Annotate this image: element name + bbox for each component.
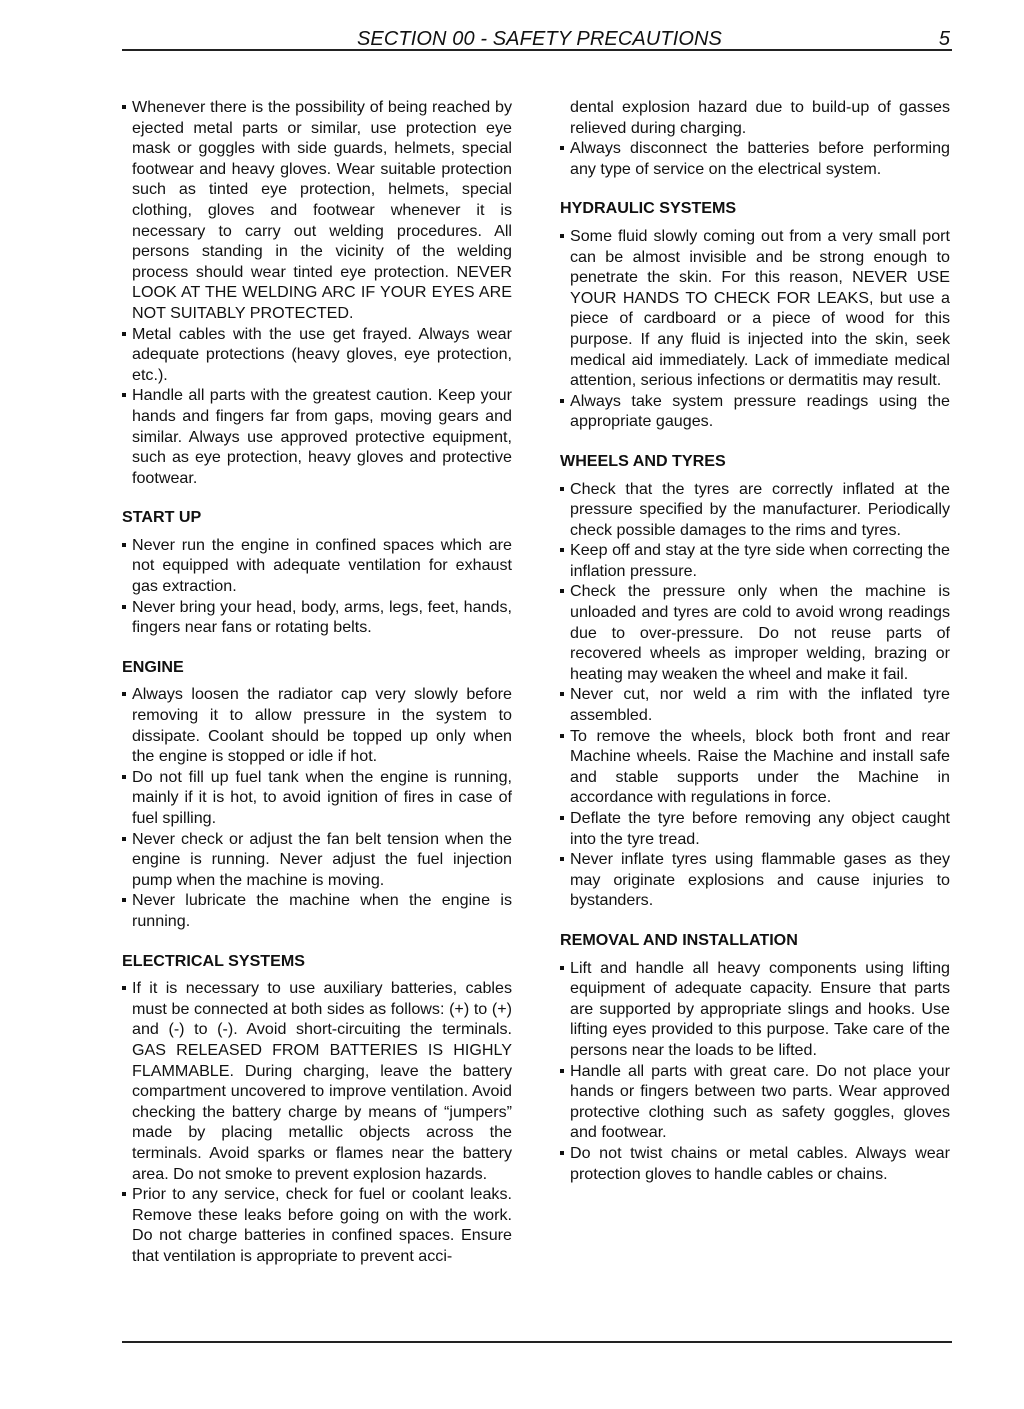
list-item: Handle all parts with the greatest caution. Keep your hands and fingers far from gaps, moving gears and similar. Always use approved protective equipment, such as eye protection, heavy gloves and protective footwear. <box>122 385 512 488</box>
header-rule <box>122 49 952 51</box>
list-item: Do not twist chains or metal cables. Always wear protection gloves to handle cables or chains. <box>560 1143 950 1184</box>
list-item: Whenever there is the possibility of being reached by ejected metal parts or similar, use protection eye mask or goggles with side guards, helmets, special footwear and heavy gloves. Wear suitable protection such as tinted eye protection, helmets, special clothing, gloves and footwear whenever it is necessary to carry out welding procedures. All persons standing in the vicinity of the welding process should wear tinted eye protection. NEVER LOOK AT THE WELDING ARC IF YOUR EYES ARE NOT SUITABLY PROTECTED. <box>122 97 512 324</box>
list-item: Do not fill up fuel tank when the engine is running, mainly if it is hot, to avoid ignition of fires in case of fuel spilling. <box>122 767 512 829</box>
list-item: Handle all parts with great care. Do not place your hands or fingers between two parts. Wear approved protective clothing such as safety goggles, gloves and footwear. <box>560 1061 950 1143</box>
list-item: Check that the tyres are correctly inflated at the pressure specified by the manufacturer. Periodically check possible damages to the rims and tyres. <box>560 479 950 541</box>
list-item: Lift and handle all heavy components using lifting equipment of adequate capacity. Ensure that parts are supported by appropriate slings and hooks. Use lifting eyes provided to this purpose. Take care of the persons near the loads to be lifted. <box>560 958 950 1061</box>
list-item: Keep off and stay at the tyre side when correcting the inflation pressure. <box>560 540 950 581</box>
section-title: SECTION 00 - SAFETY PRECAUTIONS <box>356 28 722 50</box>
list-item-continuation: dental explosion hazard due to build-up of gasses relieved during charging. <box>570 98 950 137</box>
section-heading-electrical: ELECTRICAL SYSTEMS <box>122 951 306 970</box>
left-column <box>122 97 512 1266</box>
section-heading-wheels: WHEELS AND TYRES <box>560 451 726 470</box>
section-heading-removal: REMOVAL AND INSTALLATION <box>560 930 798 949</box>
list-item: Never inflate tyres using flammable gases as they may originate explosions and cause injuries to bystanders. <box>560 849 950 911</box>
list-item: Never run the engine in confined spaces which are not equipped with adequate ventilation for exhaust gas extraction. <box>122 535 512 597</box>
list-item: Never bring your head, body, arms, legs, feet, hands, fingers near fans or rotating belts. <box>122 597 512 638</box>
list-item: Prior to any service, check for fuel or coolant leaks. Remove these leaks before going on with the work. Do not charge batteries in confined spaces. Ensure that ventilation is appropriate to prevent acci- <box>122 1184 512 1266</box>
list-item: Metal cables with the use get frayed. Always wear adequate protections (heavy gloves, eye protection, etc.). <box>122 324 512 386</box>
list-item: Always take system pressure readings using the appropriate gauges. <box>560 391 950 432</box>
list-item: Some fluid slowly coming out from a very small port can be almost invisible and be strong enough to penetrate the skin. For this reason, NEVER USE YOUR HANDS TO CHECK FOR LEAKS, but use a piece of cardboard or a piece of wood for this purpose. If any fluid is injected into the skin, seek medical aid immediately. Lack of immediate medical attention, serious infections or dermatitis may result. <box>560 226 950 391</box>
list-item: Deflate the tyre before removing any object caught into the tyre tread. <box>560 808 950 849</box>
section-heading-engine: ENGINE <box>122 657 184 676</box>
section-heading-hydraulic: HYDRAULIC SYSTEMS <box>560 199 737 218</box>
section-heading-start-up: START UP <box>122 508 202 527</box>
list-item: Never cut, nor weld a rim with the inflated tyre assembled. <box>560 684 950 725</box>
list-item: To remove the wheels, block both front and rear Machine wheels. Raise the Machine and install safe and stable supports under the Machine in accordance with regulations in force. <box>560 726 950 808</box>
page-number: 5 <box>938 28 950 50</box>
list-item: Always disconnect the batteries before performing any type of service on the electrical system. <box>560 138 950 179</box>
list-item: Never check or adjust the fan belt tension when the engine is running. Never adjust the fuel injection pump when the machine is moving. <box>122 829 512 891</box>
footer-rule <box>122 1341 952 1343</box>
list-item: Check the pressure only when the machine is unloaded and tyres are cold to avoid wrong readings due to over-pressure. Do not reuse parts of recovered wheels as improper welding, brazing or heating may weaken the wheel and make it fail. <box>560 581 950 684</box>
list-item: If it is necessary to use auxiliary batteries, cables must be connected at both sides as follows: (+) to (+) and (-) to (-). Avoid short-circuiting the terminals. GAS RELEASED FROM BATTERIES IS HIGHLY FLAMMABLE. During charging, leave the battery compartment uncovered to improve ventilation. Avoid checking the battery charge by means of “jumpers” made by placing metallic objects across the terminals. Avoid sparks or flames near the battery area. Do not smoke to prevent explosion hazards. <box>122 978 512 1184</box>
right-column <box>560 97 950 1184</box>
list-item: Always loosen the radiator cap very slowly before removing it to allow pressure in the system to dissipate. Coolant should be topped up only when the engine is stopped or idle if hot. <box>122 684 512 766</box>
list-item: Never lubricate the machine when the engine is running. <box>122 890 512 931</box>
